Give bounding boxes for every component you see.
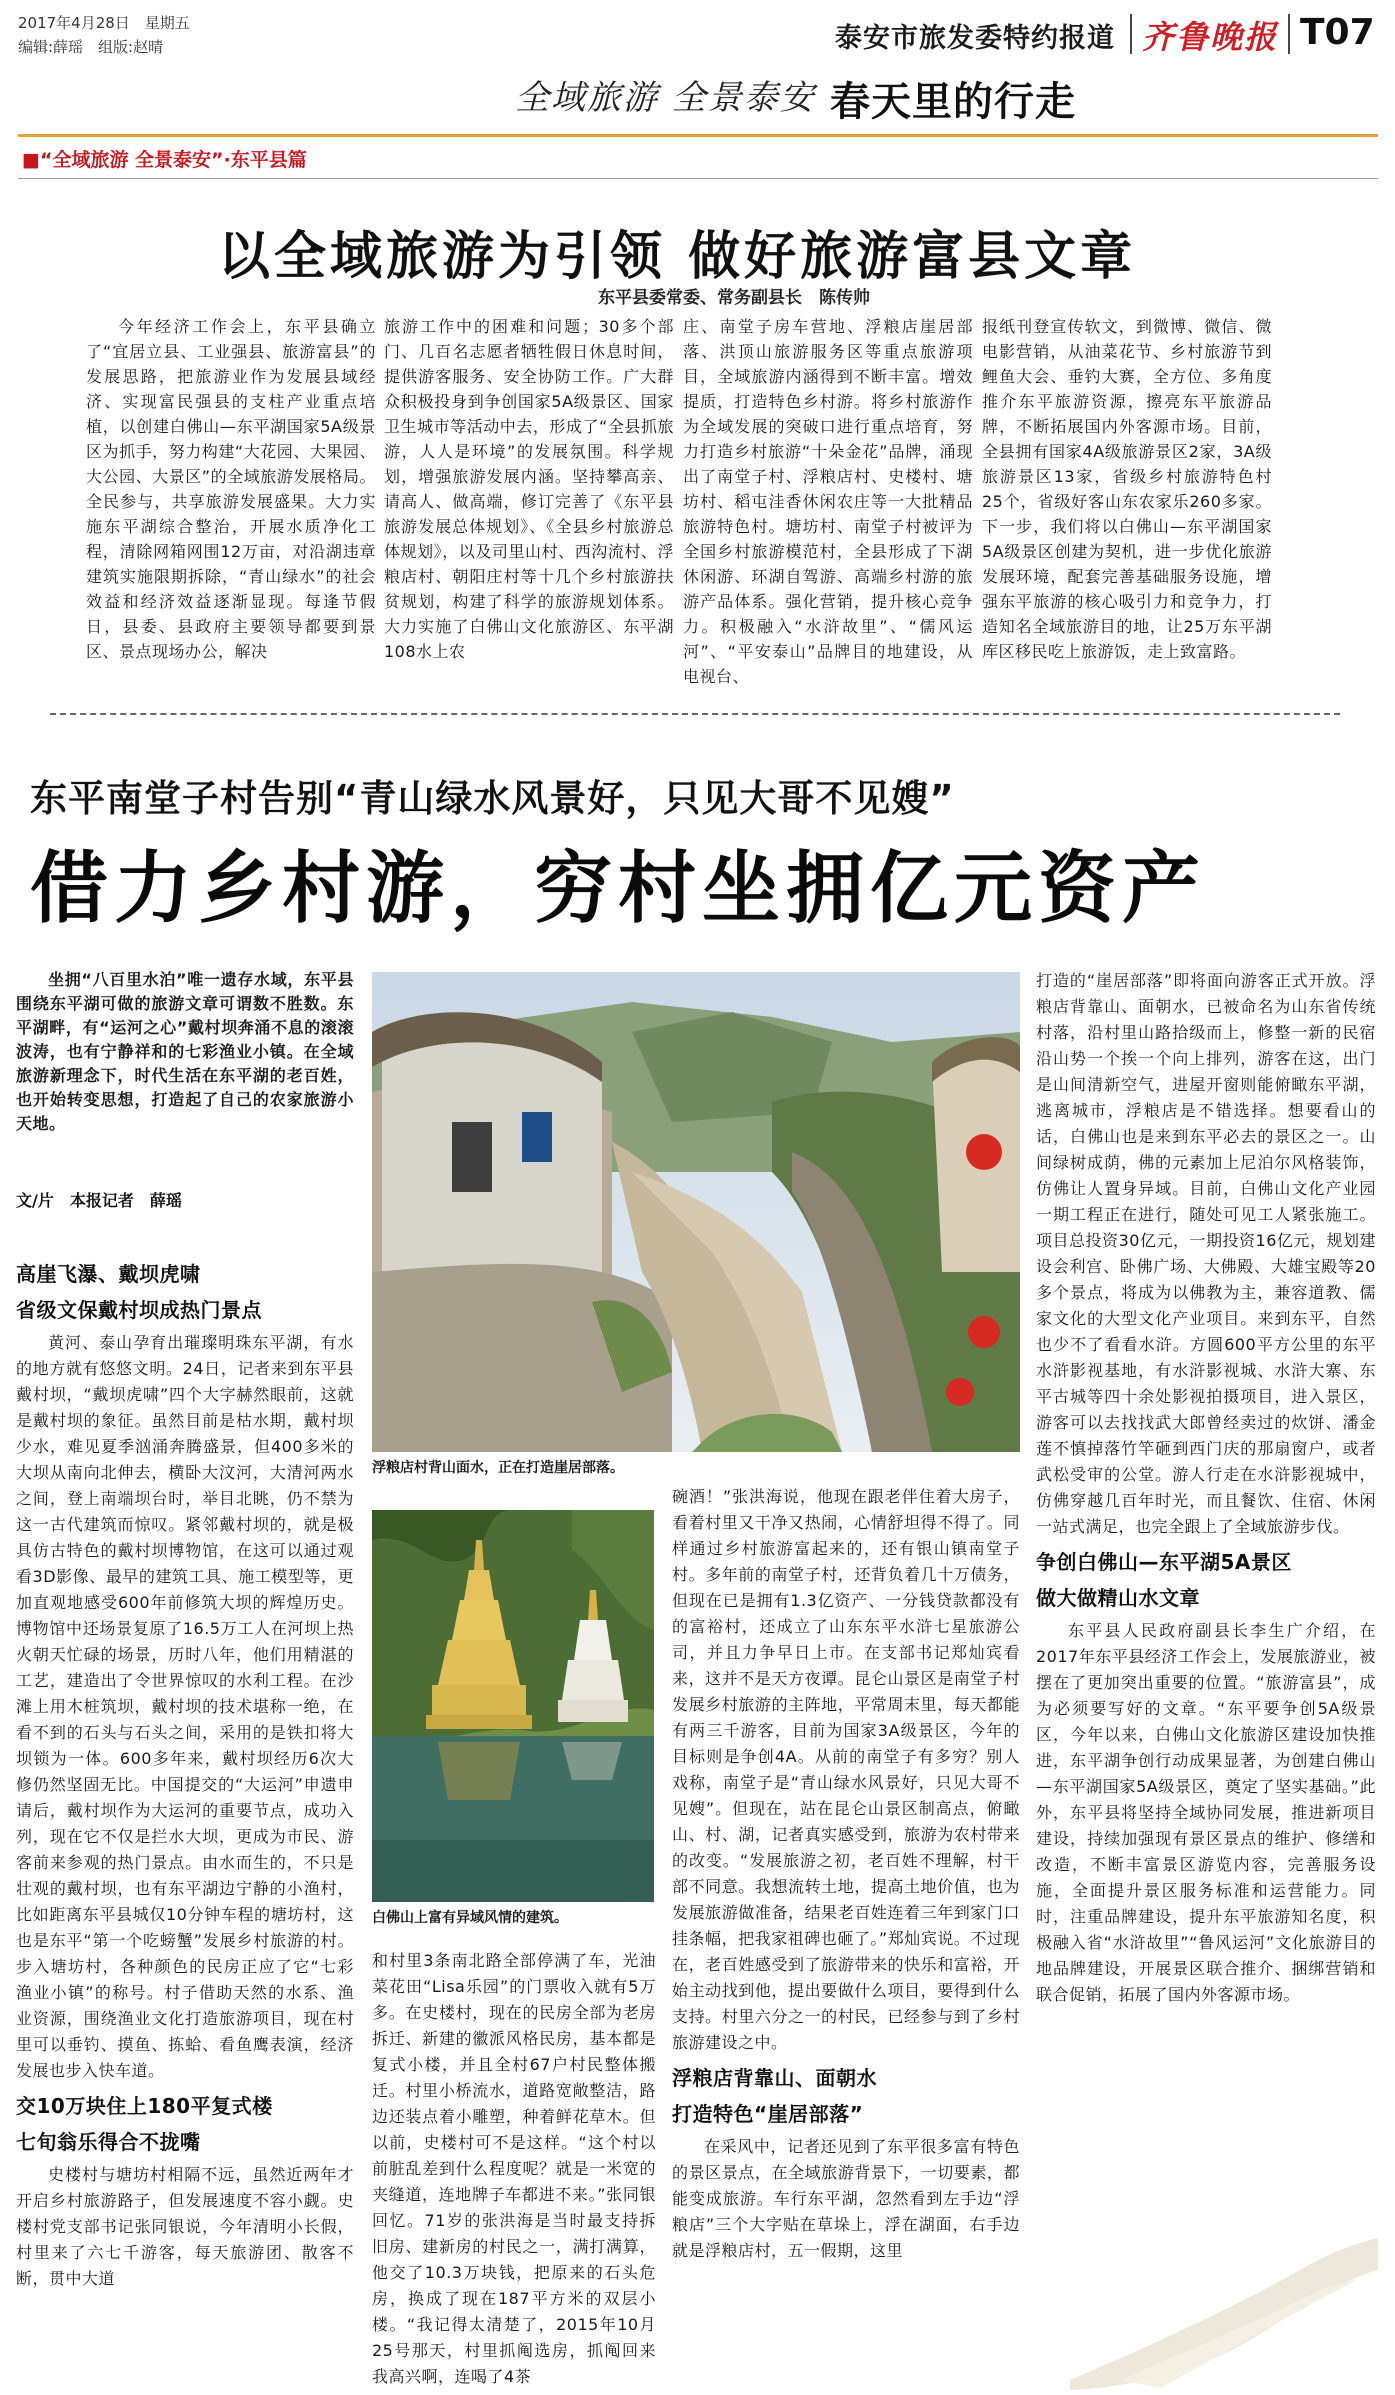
subhead-2b: 七旬翁乐得合不拢嘴 <box>16 2130 201 2154</box>
article2-text-a1: 黄河、泰山孕育出璀璨明珠东平湖，有水的地方就有悠悠文明。24日，记者来到东平县戴村坝，“戴坝虎啸”四个大字赫然眼前，这就是戴村坝的象征。虽然目前是枯水期，戴村坝少水，难见夏季汹涌奔腾盛景，但400多米的大坝从南向北伸去，横卧大汶河，大清河两水之间，登上南端坝台时，举目北眺，仍不禁为这一古代建筑而惊叹。紧邻戴村坝的，就是极具仿古特色的戴村坝博物馆，在这可以通过观看3D影像、最早的建筑工具、施工模型等，更加直观地感受600年前修筑大坝的辉煌历史。博物馆中还场景复原了16.5万工人在河坝上热火朝天忙碌的场景，历时八年，他们用精湛的工艺，建造出了令世界惊叹的水利工程。在沙滩上用木桩筑坝，戴村坝的技术堪称一绝，在看不到的石头与石头之间，采用的是铁扣将大坝锁为一体。600多年来，戴村坝经历6次大修仍然坚固无比。中国提交的“大运河”申遗申请后，戴村坝作为大运河的重要节点，成功入列，现在它不仅是拦水大坝，更成为市民、游客前来参观的热门景点。由水而生的，不只是壮观的戴村坝，也有东平湖边宁静的小渔村，比如距离东平县城仅10分钟车程的塘坊村，这也是东平“第一个吃螃蟹”发展乡村旅游的村。步入塘坊村，各种颜色的民房正应了它“七彩渔业小镇”的称号。村子借助天然的水系、渔业资源，围绕渔业文化打造旅游项目，现在村里可以垂钓、摸鱼、拣蛤、看鱼鹰表演，经济发展也步入快车道。 <box>16 1333 354 2080</box>
article-divider <box>50 713 1340 715</box>
header-divider-2 <box>1288 14 1290 54</box>
report-line: 泰安市旅发委特约报道 <box>835 23 1115 54</box>
section-tag: ■“全域旅游 全景泰安”·东平县篇 <box>22 149 307 171</box>
slogan-bold: 春天里的行走 <box>830 79 1076 125</box>
article2-column-b <box>372 1948 656 2388</box>
article2-kicker: 东平南堂子村告别“青山绿水风景好，只见大哥不见嫂” <box>30 777 955 820</box>
article1-column-4 <box>982 314 1272 689</box>
section-underline <box>18 178 1378 179</box>
subhead-4b: 做大做精山水文章 <box>1036 1586 1200 1610</box>
slogan-script: 全域旅游 全景泰安 <box>515 78 816 118</box>
subhead-2a: 交10万块住上180平复式楼 <box>16 2094 273 2118</box>
article2-lead <box>16 968 354 1148</box>
article2-text-a2: 史楼村与塘坊村相隔不远，虽然近两年才开启乡村旅游路子，但发展速度不容小觑。史楼村党支部书记张同银说，今年清明小长假，村里来了六七千游客，每天旅游团、散客不断，贯中大道 <box>16 2165 354 2288</box>
decorative-brushstroke <box>1060 2230 1380 2390</box>
article1-text-1: 今年经济工作会上，东平县确立了“宜居立县、工业强县、旅游富县”的发展思路，把旅游业作为发展县域经济、实现富民强县的支柱产业重点培植，以创建白佛山—东平湖国家5A级景区为抓手，努力构建“大花园、大果园、大公园、大景区”的全域旅游发展格局。全民参与，共享旅游发展盛果。大力实施东平湖综合整治，开展水质净化工程，清除网箱网围12万亩，对沿湖违章建筑实施限期拆除，“青山绿水”的社会效益和经济效益逐渐显现。每逢节假日，县委、县政府主要领导都要到景区、景点现场办公，解决 <box>86 317 376 661</box>
page-number: T07 <box>1300 12 1375 53</box>
subhead-3a: 浮粮店背靠山、面朝水 <box>672 2066 877 2090</box>
photo-mountain-village <box>372 972 1020 1452</box>
article1-text-2: 旅游工作中的困难和问题；30多个部门、几百名志愿者牺牲假日休息时间，提供游客服务、安全协防工作。广大群众积极投身到争创国家5A级景区、国家卫生城市等活动中去，形成了“全县抓旅游，人人是环境”的发展氛围。科学规划，增强旅游发展内涵。坚持攀高亲、请高人、做高端，修订完善了《东平县旅游发展总体规划》、《全县乡村旅游总体规划》，以及司里山村、西沟流村、浮粮店村、朝阳庄村等十几个乡村旅游扶贫规划，构建了科学的旅游规划体系。大力实施了白佛山文化旅游区、东平湖108水上农 <box>384 317 674 661</box>
subhead-1b: 省级文保戴村坝成热门景点 <box>16 1298 262 1322</box>
article2-text-b1: 和村里3条南北路全部停满了车，光油菜花田“Lisa乐园”的门票收入就有5万多。在史楼村，现在的民房全部为老房拆迁、新建的徽派风格民房，基本都是复式小楼，并且全村67户村民整体搬迁。村里小桥流水，道路宽敞整洁，路边还装点着小雕塑，种着鲜花草木。但以前，史楼村可不是这样。“这个村以前脏乱差到什么程度呢？就是一米宽的夹缝道，连地牌子车都进不来。”张同银回忆。71岁的张洪海是当时最支持拆旧房、建新房的村民之一，满打满算，他交了10.3万块钱，把原来的石头危房，换成了现在187平方米的双层小楼。“我记得太清楚了，2015年10月25号那天，村里抓阄选房，抓阄回来我高兴啊，连喝了4茶 <box>372 1951 656 2386</box>
village-photo-illustration <box>372 972 1020 1452</box>
subhead-4a: 争创白佛山—东平湖5A景区 <box>1036 1550 1292 1574</box>
header-divider <box>1130 14 1132 54</box>
article2-byline: 文/片 本报记者 薛瑶 <box>16 1191 182 1210</box>
article2-column-c <box>672 1484 1020 2384</box>
article2-text-d1: 打造的“崖居部落”即将面向游客正式开放。浮粮店背靠山、面朝水，已被命名为山东省传统村落，沿村里山路拾级而上，修整一新的民宿沿山势一个挨一个向上排列，游客在这，出门是山间清新空气，进屋开窗则能俯瞰东平湖，逃离城市，浮粮店是不错选择。想要看山的话，白佛山也是来到东平必去的景区之一。山间绿树成荫，佛的元素加上尼泊尔风格装饰，仿佛让人置身异域。目前，白佛山文化产业园一期工程正在进行，随处可见工人紧张施工。项目总投资30亿元，一期投资16亿元，规划建设会利宫、卧佛广场、大佛殿、大雄宝殿等20多个景点，将成为以佛教为主，兼容道教、儒家文化的大型文化产业项目。来到东平，自然也少不了看看水浒。方圆600平方公里的东平水浒影视基地，有水浒影视城、水浒大寨、东平古城等四十余处影视拍摄项目，进入景区，游客可以去找找武大郎曾经卖过的炊饼、潘金莲不慎掉落竹竿砸到西门庆的那扇窗户，或者武松受审的公堂。游人行走在水浒影视城中，仿佛穿越几百年时光，而且餐饮、住宿、休闲一站式满足，也完全跟上了全域旅游步伐。 <box>1036 971 1376 1536</box>
article1-column-2 <box>384 314 674 689</box>
caption-photo-1: 浮粮店村背山面水，正在打造崖居部落。 <box>372 1460 624 1476</box>
article2-text-d2: 东平县人民政府副县长李生广介绍，在2017年东平县经济工作会上，发展旅游业，被摆在了更加突出重要的位置。“旅游富县”，成为必须要写好的文章。“东平要争创5A级景区，今年以来，白佛山文化旅游区建设加快推进，东平湖争创行动成果显著，为创建白佛山—东平湖国家5A级景区，奠定了坚实基础。”此外，东平县将坚持全域协同发展，推进新项目建设，持续加强现有景区景点的维护、修缮和改造，不断丰富景区游览内容，完善服务设施，全面提升景区服务标准和运营能力。同时，注重品牌建设，提升东平旅游知名度，积极融入省“水浒故里”“鲁风运河”文化旅游目的地品牌建设，开展景区联合推介、捆绑营销和联合促销，拓展了国内外客源市场。 <box>1036 1621 1376 2004</box>
caption-photo-2: 白佛山上富有异域风情的建筑。 <box>372 1910 568 1926</box>
article2-text-c2: 在采风中，记者还见到了东平很多富有特色的景区景点，在全域旅游背景下，一切要素，都能变成旅游。车行东平湖，忽然看到左手边“浮粮店”三个大字贴在草垛上，浮在湖面，右手边就是浮粮店村，五一假期，这里 <box>672 2137 1020 2260</box>
article2-column-d <box>1036 968 1376 2308</box>
article1-column-3 <box>683 314 973 689</box>
subhead-3b: 打造特色“崖居部落” <box>672 2102 864 2126</box>
editor-credits: 编辑:薛瑶 组版:赵晴 <box>18 38 164 56</box>
article1-column-1 <box>86 314 376 689</box>
article1-text-3: 庄、南堂子房车营地、浮粮店崖居部落、洪顶山旅游服务区等重点旅游项目，全域旅游内涵得到不断丰富。增效提质，打造特色乡村游。将乡村旅游作为全域发展的突破口进行重点培育，努力打造乡村旅游“十朵金花”品牌，涌现出了南堂子村、浮粮店村、史楼村、塘坊村、稻屯洼香休闲农庄等一大批精品旅游特色村。塘坊村、南堂子村被评为全国乡村旅游模范村，全县形成了下湖休闲游、环湖自驾游、高端乡村游的旅游产品体系。强化营销，提升核心竞争力。积极融入“水浒故里”、“儒风运河”、“平安泰山”品牌目的地建设，从电视台、 <box>683 317 973 686</box>
pagoda-photo-illustration <box>372 1510 654 1902</box>
photo-golden-pagodas <box>372 1510 654 1902</box>
article1-title: 以全域旅游为引领 做好旅游富县文章 <box>218 227 1137 287</box>
article2-column-a <box>16 1252 354 2382</box>
header-rule-red <box>18 134 1378 137</box>
article2-text-c1: 碗酒！”张洪海说，他现在跟老伴住着大房子，看着村里又干净又热闹，心情舒坦得不得了。同样通过乡村旅游富起来的，还有银山镇南堂子村。多年前的南堂子村，还背负着几十万债务，但现在已是拥有1.3亿资产、一分钱贷款都没有的富裕村，还成立了山东东平水浒七星旅游公司，并且力争早日上市。在支部书记郑灿宾看来，这并不是天方夜谭。昆仑山景区是南堂子村发展乡村旅游的主阵地，平常周末里，每天都能有两三千游客，目前为国家3A级景区，今年的目标则是争创4A。从前的南堂子有多穷？别人戏称，南堂子是“青山绿水风景好，只见大哥不见嫂”。但现在，站在昆仑山景区制高点，俯瞰山、村、湖，记者真实感受到，旅游为农村带来的改变。“发展旅游之初，老百姓不理解，村干部不同意。我想流转土地，提高土地价值，也为发展旅游做准备，结果老百姓连着三年到家门口挂条幅，把我家祖碑也砸了。”郑灿宾说。不过现在，老百姓感受到了旅游带来的快乐和富裕，开始主动找到他，提出要做什么项目，要得到什么支持。村里六分之一的村民，已经参与到了乡村旅游建设之中。 <box>672 1487 1020 2052</box>
subhead-1a: 高崖飞瀑、戴坝虎啸 <box>16 1262 201 1286</box>
article1-byline: 东平县委常委、常务副县长 陈传帅 <box>598 288 870 308</box>
article2-lead-text: 坐拥“八百里水泊”唯一遗存水域，东平县围绕东平湖可做的旅游文章可谓数不胜数。东平湖畔，有“运河之心”戴村坝奔涌不息的滚滚波涛，也有宁静祥和的七彩渔业小镇。在全域旅游新理念下，时代生活在东平湖的老百姓，也开始转变思想，打造起了自己的农家旅游小天地。 <box>16 970 354 1133</box>
article2-title: 借力乡村游，穷村坐拥亿元资产 <box>30 844 1207 934</box>
paper-logo: 齐鲁晚报 <box>1142 18 1279 56</box>
article1-text-4: 报纸刊登宣传软文，到微博、微信、微电影营销，从油菜花节、乡村旅游节到鲤鱼大会、垂钓大赛，全方位、多角度推介东平旅游资源，擦亮东平旅游品牌，不断拓展国内外客源市场。目前，全县拥有国家4A级旅游景区2家，3A级旅游景区13家，省级乡村旅游特色村25个，省级好客山东农家乐260多家。下一步，我们将以白佛山—东平湖国家5A级景区创建为契机，进一步优化旅游发展环境，配套完善基础服务设施，增强东平旅游的核心吸引力和竞争力，打造知名全域旅游目的地，让25万东平湖库区移民吃上旅游饭，走上致富路。 <box>982 317 1272 661</box>
issue-date: 2017年4月28日 星期五 <box>18 14 190 32</box>
